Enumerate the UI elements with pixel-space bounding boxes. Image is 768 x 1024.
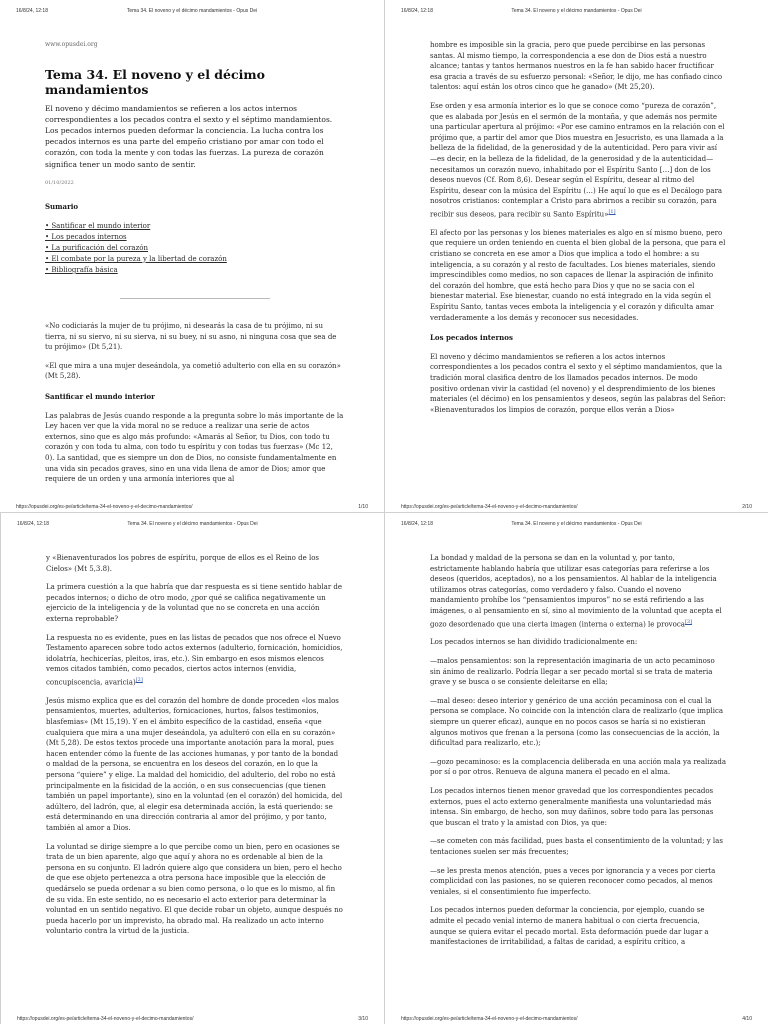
body-paragraph: —mal deseo: deseo interior y genérico de una acción pecaminosa con el cual la persona se complace. No coincide con la intención clara de realizarlo (que implica siempre un querer eficaz), aunque en no pocos casos se haría si no existieran algunos motivos que frenan a la persona (como las consecuencias de la acción, la dificultad para realizarlo, etc.); — [430, 696, 724, 748]
print-page-number: 3/10 — [358, 1016, 368, 1022]
body-paragraph — [46, 633, 344, 688]
print-page-1 — [0, 0, 384, 512]
print-doc-title: Tema 34. El noveno y el décimo mandamientos - Opus Dei — [511, 521, 642, 527]
site-name: www.opusdei.org — [45, 41, 98, 48]
article-title: Tema 34. El noveno y el décimo mandamientos — [45, 66, 265, 97]
body-paragraph: Las palabras de Jesús cuando responde a la pregunta sobre lo más importante de la Ley hacen ver que la vida moral no se reduce a realizar una serie de actos externos, sino que es algo más profundo: «Amarás al Señor, tu Dios, con todo tu corazón y con toda tu alma, con todo tu espíritu y con todas tus fuerzas» (Mc 12, 0). La santidad, que es siempre un don de Dios, no consiste fundamentalmente en una vida sin pecados graves, sino en una vida llena de amor de Dios; amor que requiere de un orden y una armonía interiores que al — [45, 411, 344, 484]
section-heading: Santificar el mundo interior — [45, 391, 155, 401]
summary-link[interactable]: • Bibliografía básica — [45, 266, 118, 274]
print-doc-title: Tema 34. El noveno y el décimo mandamientos - Opus Dei — [511, 8, 642, 14]
body-paragraph: —gozo pecaminoso: es la complacencia deliberada en una acción mala ya realizada por sí o por otros. Renueva de alguna manera el pecado en el alma. — [430, 757, 726, 777]
print-page-3 — [0, 512, 384, 1024]
body-paragraph: El noveno y décimo mandamientos se refieren a los actos internos correspondientes a los pecados contra el sexto y el séptimo mandamientos, que la tradición moral clasifica dentro de los llamados pecados internos. De modo positivo ordenan vivir la castidad (el noveno) y el desprendimiento de los bienes materiales (el décimo) en los pensamientos y deseos, según las palabras del Señor: «Bienaventurados los limpios de corazón, porque ellos verán a Dios» — [430, 352, 726, 414]
print-page-number: 4/10 — [742, 1016, 752, 1022]
footnote-link[interactable]: [3] — [684, 618, 693, 625]
print-page-2 — [384, 0, 768, 512]
section-heading: Los pecados internos — [430, 333, 513, 343]
divider — [120, 298, 270, 299]
summary-item[interactable] — [45, 232, 344, 243]
print-page-number: 2/10 — [742, 504, 752, 510]
print-datetime: 16/8/24, 12:18 — [17, 521, 49, 527]
summary-item[interactable] — [45, 221, 344, 232]
body-text: La bondad y maldad de la persona se dan en la voluntad y, por tanto, estrictamente hablando habría que utilizar esas categorías para referirse a los deseos (queridos, aceptados), no a los pensamientos. Al hablar de la inteligencia utilizamos otras categorías, como verdadero y falso. Cuando el noveno mandamiento prohíbe los “pensamientos impuros” no se está refiriendo a las imágenes, o al pensamiento en sí, sino al movimiento de la voluntad que acepta el gozo desordenado que una cierta imagen (interna o externa) le provoca — [430, 554, 722, 628]
body-paragraph: Jesús mismo explica que es del corazón del hombre de donde proceden «los malos pensamientos, muertes, adulterios, fornicaciones, hurtos, falsos testimonios, blasfemias» (Mt 15,19). Y en el ámbito específico de la castidad, enseña «que cualquiera que mira a una mujer deseándola, ya adulteró con ella en su corazón» (Mt 5,28). De estos textos procede una importante anotación para la moral, pues hacen entender cómo la fuente de las acciones humanas, y por tanto de la bondad o maldad de la persona, se encuentra en los deseos del corazón, en lo que la persona “quiere” y elige. La maldad del homicidio, del adulterio, del robo no está principalmente en la fisicidad de la acción, o en sus consecuencias (que tienen también un papel importante), sino en la voluntad (en el corazón) del homicida, del adúltero, del ladrón, que, al elegir esa determinada acción, la está queriendo: se está determinando en una dirección contraria al amor del prójimo, y por tanto, también al amor a Dios. — [46, 696, 343, 832]
print-url: https://opusdei.org/es-pe/article/tema-34-el-noveno-y-el-decimo-mandamientos/ — [401, 504, 578, 510]
body-paragraph: Los pecados internos pueden deformar la conciencia, por ejemplo, cuando se admite el pecado venial interno de manera habitual o con cierta frecuencia, aunque se quiera evitar el pecado mortal. Esta deformación puede dar lugar a manifestaciones de irritabilidad, a faltas de caridad, a espíritu crítico, a — [430, 906, 709, 947]
body-paragraph: La voluntad se dirige siempre a lo que percibe como un bien, pero en ocasiones se trata de un bien aparente, algo que aquí y ahora no es ordenable al bien de la persona en su conjunto. El ladrón quiere algo que considera un bien, pero el hecho de que ese objeto pertenezca a otra persona hace imposible que la elección de quedárselo se pueda ordenar a su bien como persona, o lo que es lo mismo, al fin de su vida. En este sentido, no es necesario el acto exterior para determinar la voluntad en un sentido negativo. El que decide robar un objeto, aunque después no pueda hacerlo por un imprevisto, ha obrado mal. Ha realizado un acto interno voluntario contra la virtud de la justicia. — [46, 842, 343, 936]
body-paragraph: y «Bienaventurados los pobres de espíritu, porque de ellos es el Reino de los Cielos» (Mt 5,3.8). — [46, 554, 319, 573]
print-url: https://opusdei.org/es-pe/article/tema-34-el-noveno-y-el-decimo-mandamientos/ — [16, 504, 193, 510]
summary-list — [45, 221, 344, 276]
summary-link[interactable]: • Santificar el mundo interior — [45, 222, 151, 230]
body-paragraph: El afecto por las personas y los bienes materiales es algo en sí mismo bueno, pero que requiere un orden teniendo en cuenta el bien global de la persona, que para el cristiano se concreta en ese amor a Dios que implica a todo el hombre: a su inteligencia, a su corazón y al resto de facultades. Los bienes materiales, siendo imprescindibles como medios, no son capaces de llenar la aspiración de infinito del corazón del hombre, que está hecho para Dios y que no se sacia con el bienestar material. Ese bienestar, cuando no está integrado en la vida según el Espíritu Santo, tantas veces embota la inteligencia y el corazón y dificulta amar verdaderamente a los demás y reconocer sus necesidades. — [430, 228, 726, 322]
page-content — [46, 553, 344, 945]
body-paragraph — [430, 553, 726, 629]
footnote-link[interactable]: [1] — [608, 208, 616, 215]
body-paragraph: —malos pensamientos: son la representación imaginaria de un acto pecaminoso sin ánimo de realizarlo. Podría llegar a ser pecado mortal si se trata de materia grave y se busca o se consiente deleitarse en ella; — [430, 657, 715, 687]
print-doc-title: Tema 34. El noveno y el décimo mandamientos - Opus Dei — [126, 8, 258, 14]
summary-link[interactable]: • Los pecados internos — [45, 233, 127, 241]
summary-item[interactable] — [45, 265, 344, 276]
summary-item[interactable] — [45, 254, 344, 265]
footnote-link[interactable]: [2] — [135, 676, 143, 683]
body-paragraph: Los pecados internos tienen menor gravedad que los correspondientes pecados externos, pues el acto externo generalmente manifiesta una voluntariedad más intensa. Sin embargo, de hecho, son muy dañinos, sobre todo para las personas que buscan el trato y la amistad con Dios, ya que: — [430, 787, 714, 827]
page-content — [430, 40, 726, 423]
body-paragraph: —se cometen con más facilidad, pues basta el consentimiento de la voluntad; y las tentaciones suelen ser más frecuentes; — [430, 837, 723, 856]
summary-link[interactable]: • La purificación del corazón — [45, 244, 148, 252]
body-text: Ese orden y esa armonía interior es lo que se conoce como “pureza de corazón”, que es alabada por Jesús en el sermón de la montaña, y que además nos permite una particular apertura al prójimo: «Por ese camino entramos en la relación con el prójimo que, a partir del amor que Dios muestra en Jesucristo, es una llamada a la belleza de la fidelidad, de la generosidad y de la autenticidad. Pero para vivir así —es decir, en la belleza de la fidelidad, de la generosidad y de la autenticidad— necesitamos un corazón nuevo, inhabitado por el Espíritu Santo […] don de los deseos nuevos (Cf. Rom 8,6). Desear según el Espíritu, desear al ritmo del Espíritu, desear con la música del Espíritu (…) He aquí lo que es el Decálogo para nosotros cristianos: contemplar a Cristo para abrirnos a recibir su corazón, para recibir sus deseos, para recibir su Santo Espíritu» — [430, 101, 725, 219]
body-paragraph — [430, 101, 726, 220]
summary-link[interactable]: • El combate por la pureza y la libertad de corazón — [45, 255, 227, 263]
print-url: https://opusdei.org/es-pe/article/tema-34-el-noveno-y-el-decimo-mandamientos/ — [401, 1016, 578, 1022]
quote-paragraph: «No codiciarás la mujer de tu prójimo, ni desearás la casa de tu prójimo, ni su tierra, ni su siervo, ni su sierva, ni su buey, ni su asno, ni ninguna cosa que sea de tu prójimo» (Dt 5,21). — [45, 322, 337, 352]
print-page-number: 1/10 — [358, 504, 368, 510]
print-url: https://opusdei.org/es-pe/article/tema-34-el-noveno-y-el-decimo-mandamientos/ — [17, 1016, 194, 1022]
summary-item[interactable] — [45, 243, 344, 254]
body-text: La respuesta no es evidente, pues en las listas de pecados que nos ofrece el Nuevo Testamento aparecen sobre todo actos externos (adulterio, fornicación, homicidios, idolatría, hechicerías, pleitos, iras, etc.). Sin embargo en esos mismos elencos vemos citados también, como pecados, ciertos actos internos (envidia, concupiscencia, avaricia) — [46, 633, 343, 687]
summary-heading: Sumario — [45, 202, 79, 212]
body-paragraph: La primera cuestión a la que habría que dar respuesta es si tiene sentido hablar de pecados internos; o dicho de otro modo, ¿por qué se califica negativamente un ejercicio de la inteligencia y de la voluntad que no se concreta en una acción externa reprobable? — [46, 583, 343, 623]
article-lead: El noveno y décimo mandamientos se refieren a los actos internos correspondientes a los pecados contra el sexto y el séptimo mandamientos. Los pecados internos pueden deformar la conciencia. La lucha contra los pecados internos es una parte del empeño cristiano por amar con todo el corazón, con toda la mente y con todas las fuerzas. La pureza de corazón significa tener un modo santo de sentir. — [45, 103, 333, 169]
body-paragraph: —se les presta menos atención, pues a veces por ignorancia y a veces por cierta complicidad con las pasiones, no se quieren reconocer como pecados, al menos veniales, si el consentimiento fue imperfecto. — [430, 866, 716, 896]
body-paragraph: hombre es imposible sin la gracia, pero que puede percibirse en las personas santas. Al mismo tiempo, la correspondencia a ese don de Dios está a nuestro alcance; tantas y tantos hermanos nuestros en la fe han sabido hacer fructificar esa gracia a través de su esfuerzo personal: «Señor, le dijo, me has confiado cinco talentos: aquí están los otros cinco que he ganado» (Mt 25,20). — [430, 41, 723, 92]
page-content — [430, 553, 726, 956]
page-content — [45, 40, 344, 493]
print-datetime: 16/8/24, 12:18 — [401, 521, 433, 527]
publish-date: 01/10/2022 — [45, 179, 74, 186]
print-datetime: 16/8/24, 12:18 — [16, 8, 48, 14]
body-paragraph: Los pecados internos se han dividido tradicionalmente en: — [430, 638, 638, 647]
print-doc-title: Tema 34. El noveno y el décimo mandamientos - Opus Dei — [127, 521, 258, 527]
print-datetime: 16/8/24, 12:18 — [401, 8, 433, 14]
print-page-4 — [384, 512, 768, 1024]
quote-paragraph: «El que mira a una mujer deseándola, ya cometió adulterio con ella en su corazón» (Mt 5,28). — [45, 361, 341, 381]
